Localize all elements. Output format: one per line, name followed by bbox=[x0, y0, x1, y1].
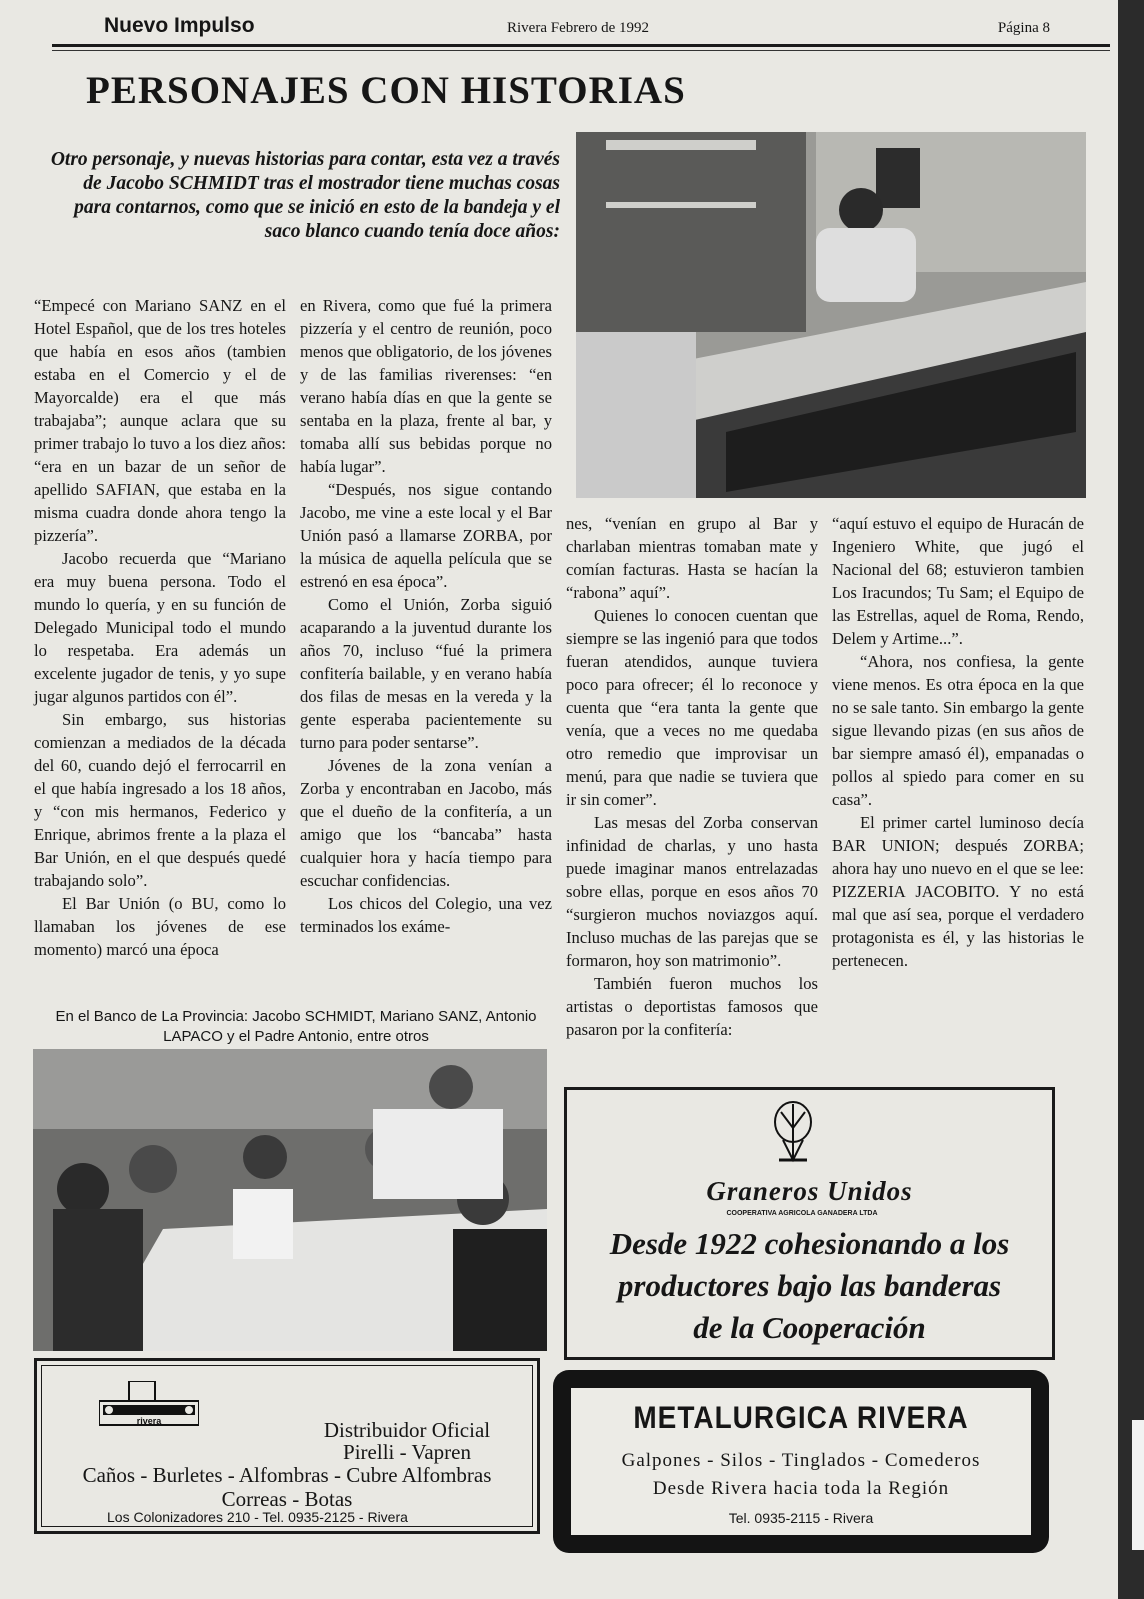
paragraph: Como el Unión, Zorba siguió acaparando a la juventud durante los años 70, incluso “fué la primera confitería bailable, y en verano había dos filas de mesas en la vereda y la gente esperaba pacientemente su turno para poder sentarse”. bbox=[300, 595, 552, 752]
metalurgica-tagline: Desde Rivera hacia toda la Región bbox=[652, 1478, 950, 1499]
ad-inner-panel bbox=[569, 1386, 1033, 1537]
article-title: PERSONAJES CON HISTORIAS bbox=[86, 69, 686, 112]
paragraph: “Empecé con Mariano SANZ en el Hotel Español, que de los tres hoteles que había en esos años (tambien estaba en el Comercio y el de Mayorcalde) era el que más trabajaba”; aunque aclara que su primer trabajo lo tuvo a los diez años: “era en un bazar de un señor de apellido SAFIAN, que estaba en la misma cuadra donde ahora tengo la pizzería”. bbox=[34, 296, 286, 545]
ad-metalurgica-rivera bbox=[553, 1370, 1049, 1553]
paragraph: El Bar Unión (o BU, como lo llamaban los jóvenes de ese momento) marcó una época bbox=[34, 894, 286, 959]
slogan-line1: Desde 1922 cohesionando a los bbox=[609, 1226, 1010, 1261]
photo-caption: En el Banco de La Provincia: Jacobo SCHMIDT, Mariano SANZ, Antonio LAPACO y el Padre Antonio, entre otros bbox=[55, 1008, 537, 1045]
scan-edge-strip bbox=[1132, 1420, 1144, 1550]
paragraph: “Ahora, nos confiesa, la gente viene menos. Es otra época en la que no se sale tanto. Sin embargo la gente sigue llevando pizas (en sus años de bar siempre amasó él), empanadas o pollos al spiedo para comer en su casa”. bbox=[832, 652, 1084, 809]
graneros-slogan bbox=[567, 1223, 1052, 1349]
slogan-line2: productores bajo las banderas bbox=[617, 1268, 1002, 1303]
photo-jacobo-behind-counter bbox=[576, 132, 1086, 498]
wheat-sheaf-icon bbox=[767, 1100, 819, 1172]
page-number: Página 8 bbox=[997, 20, 1050, 36]
graneros-brand: Graneros Unidos bbox=[706, 1176, 913, 1206]
ad-colocom-header bbox=[247, 1419, 567, 1463]
ad-colocom-line4: Correas - Botas bbox=[221, 1487, 353, 1511]
header-rule bbox=[52, 50, 1110, 51]
paragraph: nes, “venían en grupo al Bar y charlaban mientras tomaban mate y comían facturas. Hasta se hacían la “rabona” aquí”. bbox=[566, 514, 818, 602]
paragraph: “aquí estuvo el equipo de Huracán de Ingeniero White, que jugó el Nacional del 68; estuvieron tambien Los Iracundos; Tu Sam; el Equipo de las Estrellas, aquel de Roma, Rendo, Delem y Artime...”. bbox=[832, 514, 1084, 648]
ad-colocom-line2: Pirelli - Vapren bbox=[343, 1440, 471, 1464]
paragraph: El primer cartel luminoso decía BAR UNION; después ZORBA; ahora hay uno nuevo en el que se lee: PIZZERIA JACOBITO. Y no está mal que así sea, porque el verdadero protagonista es él, y las historias le pertenecen. bbox=[832, 813, 1084, 970]
article-column-4 bbox=[832, 512, 1084, 972]
slogan-line3: de la Cooperación bbox=[693, 1310, 926, 1345]
metalurgica-name: METALURGICA RIVERA bbox=[633, 1400, 969, 1435]
article-column-2 bbox=[300, 294, 552, 938]
ad-colocom-address: Los Colonizadores 210 - Tel. 0935-2125 - Rivera bbox=[107, 1509, 408, 1525]
paragraph: También fueron muchos los artistas o deportistas famosos que pasaron por la confitería: bbox=[566, 974, 818, 1039]
paragraph: Quienes lo conocen cuentan que siempre se las ingenió para que todos fueran atendidos, aunque tuviera poco para ofrecer; él lo reconoce y cuenta que “era tanta la gente que venía, que a veces no me quedaba otro remedio que improvisar un menú, para que nadie se tuviera que ir sin comer”. bbox=[566, 606, 818, 809]
paragraph: Jacobo recuerda que “Mariano era muy buena persona. Todo el mundo lo quería, y en su función de Delegado Municipal todo el mundo lo respetaba. Era además un excelente jugador de tenis, y yo supe jugar algunos partidos con él”. bbox=[34, 549, 286, 706]
colocom-logo-text: rivera bbox=[136, 1416, 162, 1426]
article-column-1 bbox=[34, 294, 286, 961]
metalurgica-products: Galpones - Silos - Tinglados - Comederos bbox=[621, 1450, 981, 1471]
paragraph: Los chicos del Colegio, una vez terminados los exáme- bbox=[300, 894, 552, 936]
ad-colocom-rivera bbox=[34, 1358, 540, 1534]
ad-graneros-unidos bbox=[564, 1087, 1055, 1360]
paragraph: “Después, nos sigue contando Jacobo, me vine a este local y el Bar Unión pasó a llamarse ZORBA, por la música de aquella película que se estrenó en esa época”. bbox=[300, 480, 552, 591]
publication-name: Nuevo Impulso bbox=[104, 14, 255, 37]
colocom-logo-icon bbox=[99, 1381, 199, 1429]
paragraph: Las mesas del Zorba conservan infinidad de charlas, y uno hasta puede imaginar manos entrelazadas sobre ellas, porque en esos años 70 “surgieron muchos noviazgos aquí. Incluso muchas de las parejas que se formaron, hoy son matrimonio”. bbox=[566, 813, 818, 970]
scan-edge bbox=[1118, 0, 1144, 1599]
paragraph: Jóvenes de la zona venían a Zorba y encontraban en Jacobo, más que el dueño de la confitería, a un amigo que los “bancaba” hasta cualquier hora y hacía tiempo para escuchar confidencias. bbox=[300, 756, 552, 890]
article-column-3 bbox=[566, 512, 818, 1041]
issue-date: Rivera Febrero de 1992 bbox=[507, 20, 650, 36]
paragraph: Sin embargo, sus historias comienzan a mediados de la década del 60, cuando dejó el ferrocarril en el que había ingresado a los 18 años, y “con mis hermanos, Federico y Enrique, abrimos frente a la plaza el Bar Unión, en el que después quedé trabajando solo”. bbox=[34, 710, 286, 890]
ad-colocom-line3: Caños - Burletes - Alfombras - Cubre Alfombras bbox=[82, 1463, 492, 1487]
masthead bbox=[52, 12, 1110, 47]
ad-colocom-line1: Distribuidor Oficial bbox=[323, 1418, 491, 1442]
paragraph: en Rivera, como que fué la primera pizzería y el centro de reunión, poco menos que obligatorio, de los jóvenes y de las familias riverenses: “en verano había días en que la gente se sentaba en la plaza, frente al bar, y tomaba allí sus bebidas porque no había lugar”. bbox=[300, 296, 552, 476]
metalurgica-phone: Tel. 0935-2115 - Rivera bbox=[728, 1510, 874, 1526]
ad-colocom-products bbox=[37, 1463, 537, 1511]
graneros-coop-line: COOPERATIVA AGRICOLA GANADERA LTDA bbox=[726, 1210, 878, 1217]
photo-bank-dinner bbox=[33, 1049, 547, 1351]
article-lead: Otro personaje, y nuevas historias para contar, esta vez a través de Jacobo SCHMIDT tras el mostrador tiene muchas cosas para contarnos, como que se inició en esto de la bandeja y el saco blanco cuando tenía doce años: bbox=[50, 149, 560, 242]
